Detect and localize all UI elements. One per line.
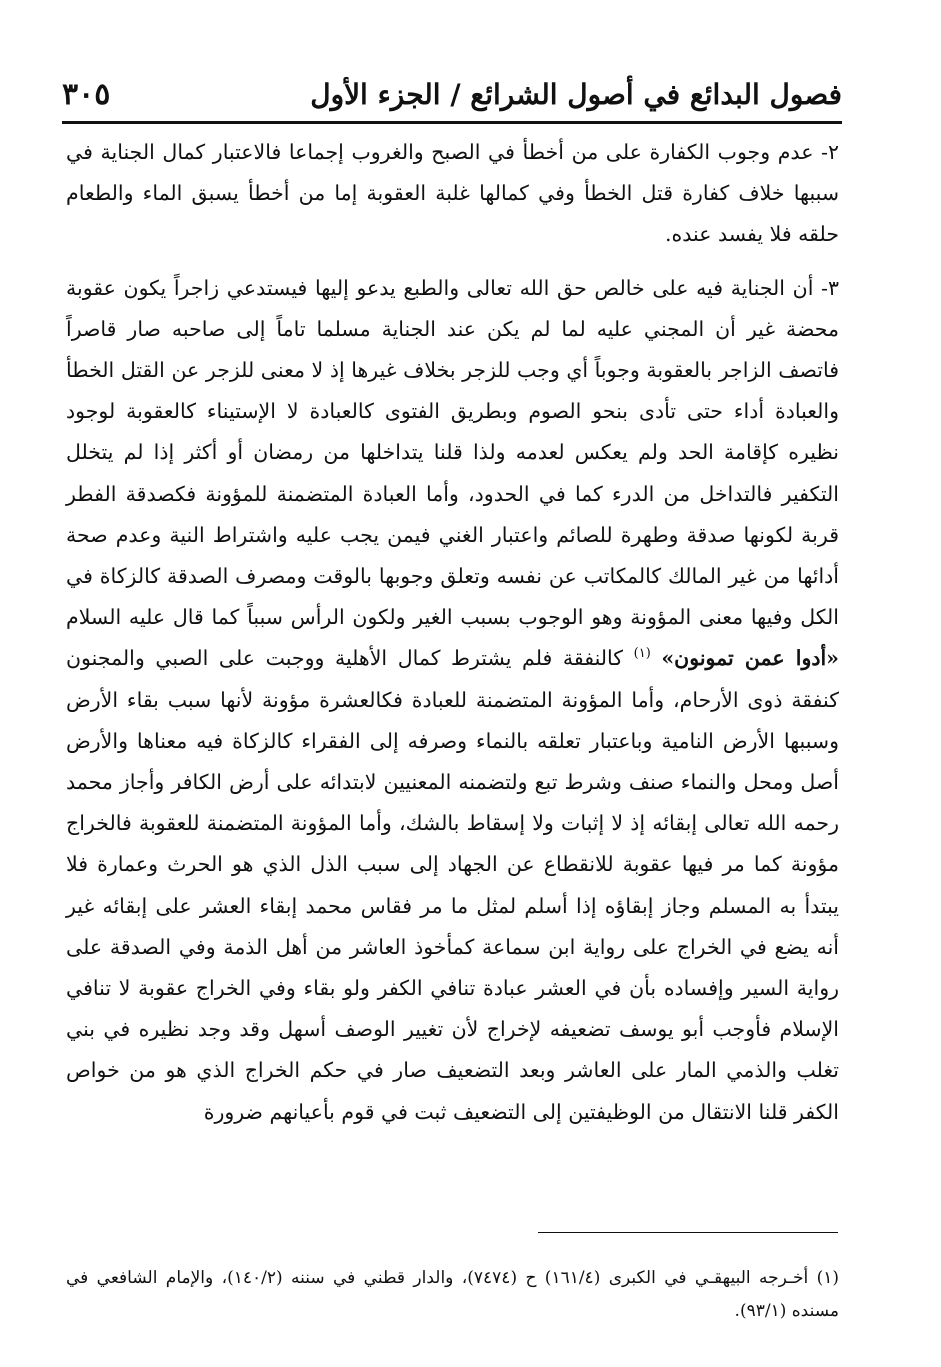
header-rule xyxy=(62,121,842,124)
running-title: فصول البدائع في أصول الشرائع / الجزء الأول xyxy=(310,77,842,111)
page-header xyxy=(62,70,842,118)
footnote-separator xyxy=(538,1232,838,1233)
footnote: (١) أخـرجه البيهقـي في الكبرى (١٦١/٤) ح (٧٤٧٤)، والدار قطني في سننه (١٤٠/٢)، والإمام الشافعي في مسنده (٩٣/١). xyxy=(66,1268,840,1321)
paragraph-2 xyxy=(66,132,839,256)
paragraph-3 xyxy=(66,268,839,1133)
paragraph-text-continued: كالنفقة فلم يشترط كمال الأهلية ووجبت على الصبي والمجنون كنفقة ذوى الأرحام، وأما المؤونة المتضمنة للعبادة فكالعشرة مؤونة لأنها سبب بقاء الأرض وسببها الأرض النامية وباعتبار تعلقه بالنماء وصرفه إلى الفقراء كالزكاة فيه معناها والأرض أصل ومحل والنماء صنف وشرط تبع ولتضمنه المعنيين لابتدائه على أرض الكافر وأجاز محمد رحمه الله تعالى إبقائه إذ لا إثبات ولا إسقاط بالشك، وأما المؤونة المتضمنة للعقوبة فالخراج مؤونة كما مر فيها عقوبة للانقطاع عن الجهاد إلى سبب الذل الذي هو الحرث وعمارة فلا يبتدأ به المسلم وجاز إبقاؤه إذا أسلم لمثل ما مر فقاس محمد إبقاء العشر على إبقائه غير أنه يضع في الخراج على رواية ابن سماعة كمأخوذ العاشر من أهل الذمة وفي الصدقة على رواية السير وإفساده بأن في العشر عبادة تنافي الكفر ولو بقاء وفي الخراج عقوبة لا تنافي الإسلام فأوجب أبو يوسف تضعيفه لإخراج لأن تغيير الوصف أسهل وقد وجد نظيره في بني تغلب والذمي المار على العاشر وبعد التضعيف صار في حكم الخراج الذي هو من خواص الكفر قلنا الانتقال من الوظيفتين إلى التضعيف ثبت في قوم بأعيانهم ضرورة xyxy=(66,646,839,1124)
footnote-reference: (١) xyxy=(633,646,651,662)
paragraph-text: عدم وجوب الكفارة على من أخطأ في الصبح والغروب إجماعا فالاعتبار كمال الجناية في سببها خلاف كفارة قتل الخطأ وفي كمالها غلبة العقوبة إما من أخطأ يسبق الماء والطعام حلقه فلا يفسد عنده. xyxy=(66,140,839,247)
paragraph-number: ٢- xyxy=(813,140,839,164)
paragraph-number: ٣- xyxy=(813,275,839,300)
main-text xyxy=(66,132,839,1133)
page-number: ٣٠٥ xyxy=(62,76,111,112)
paragraph-text: أن الجناية فيه على خالص حق الله تعالى والطبع يدعو إليها فيستدعي زاجراً يكون عقوبة محضة غير أن المجني عليه لما لم يكن عند الجناية مسلما تاماً إلى صاحبه صار قاصراً فاتصف الزاجر بالعقوبة وجوباً أي وجب للزجر بخلاف غيرها إذ لا معنى للزجر عن القتل الخطأ والعبادة أداء حتى تأدى بنحو الصوم وبطريق الفتوى كالعبادة لا الإستيناء كالعقوبة لوجود نظيره كإقامة الحد ولم يعكس لعدمه ولذا قلنا يتداخلها من رمضان أو أكثر إذا لم يتخلل التكفير فالتداخل من الدرء كما في الحدود، وأما العبادة المتضمنة للمؤونة فكصدقة الفطر قربة لكونها صدقة وطهرة للصائم واعتبار الغني فيمن يجب عليه واشتراط النية وعدم صحة أدائها من غير المالك كالمكاتب عن نفسه وتعلق وجوبها بالوقت ومصرف الصدقة كالزكاة في الكل وفيها معنى المؤونة وهو الوجوب بسبب الغير ولكون الرأس سبباً كما قال عليه السلام xyxy=(66,275,839,630)
hadith-quote: «أدوا عمن تمونون» xyxy=(661,646,839,671)
